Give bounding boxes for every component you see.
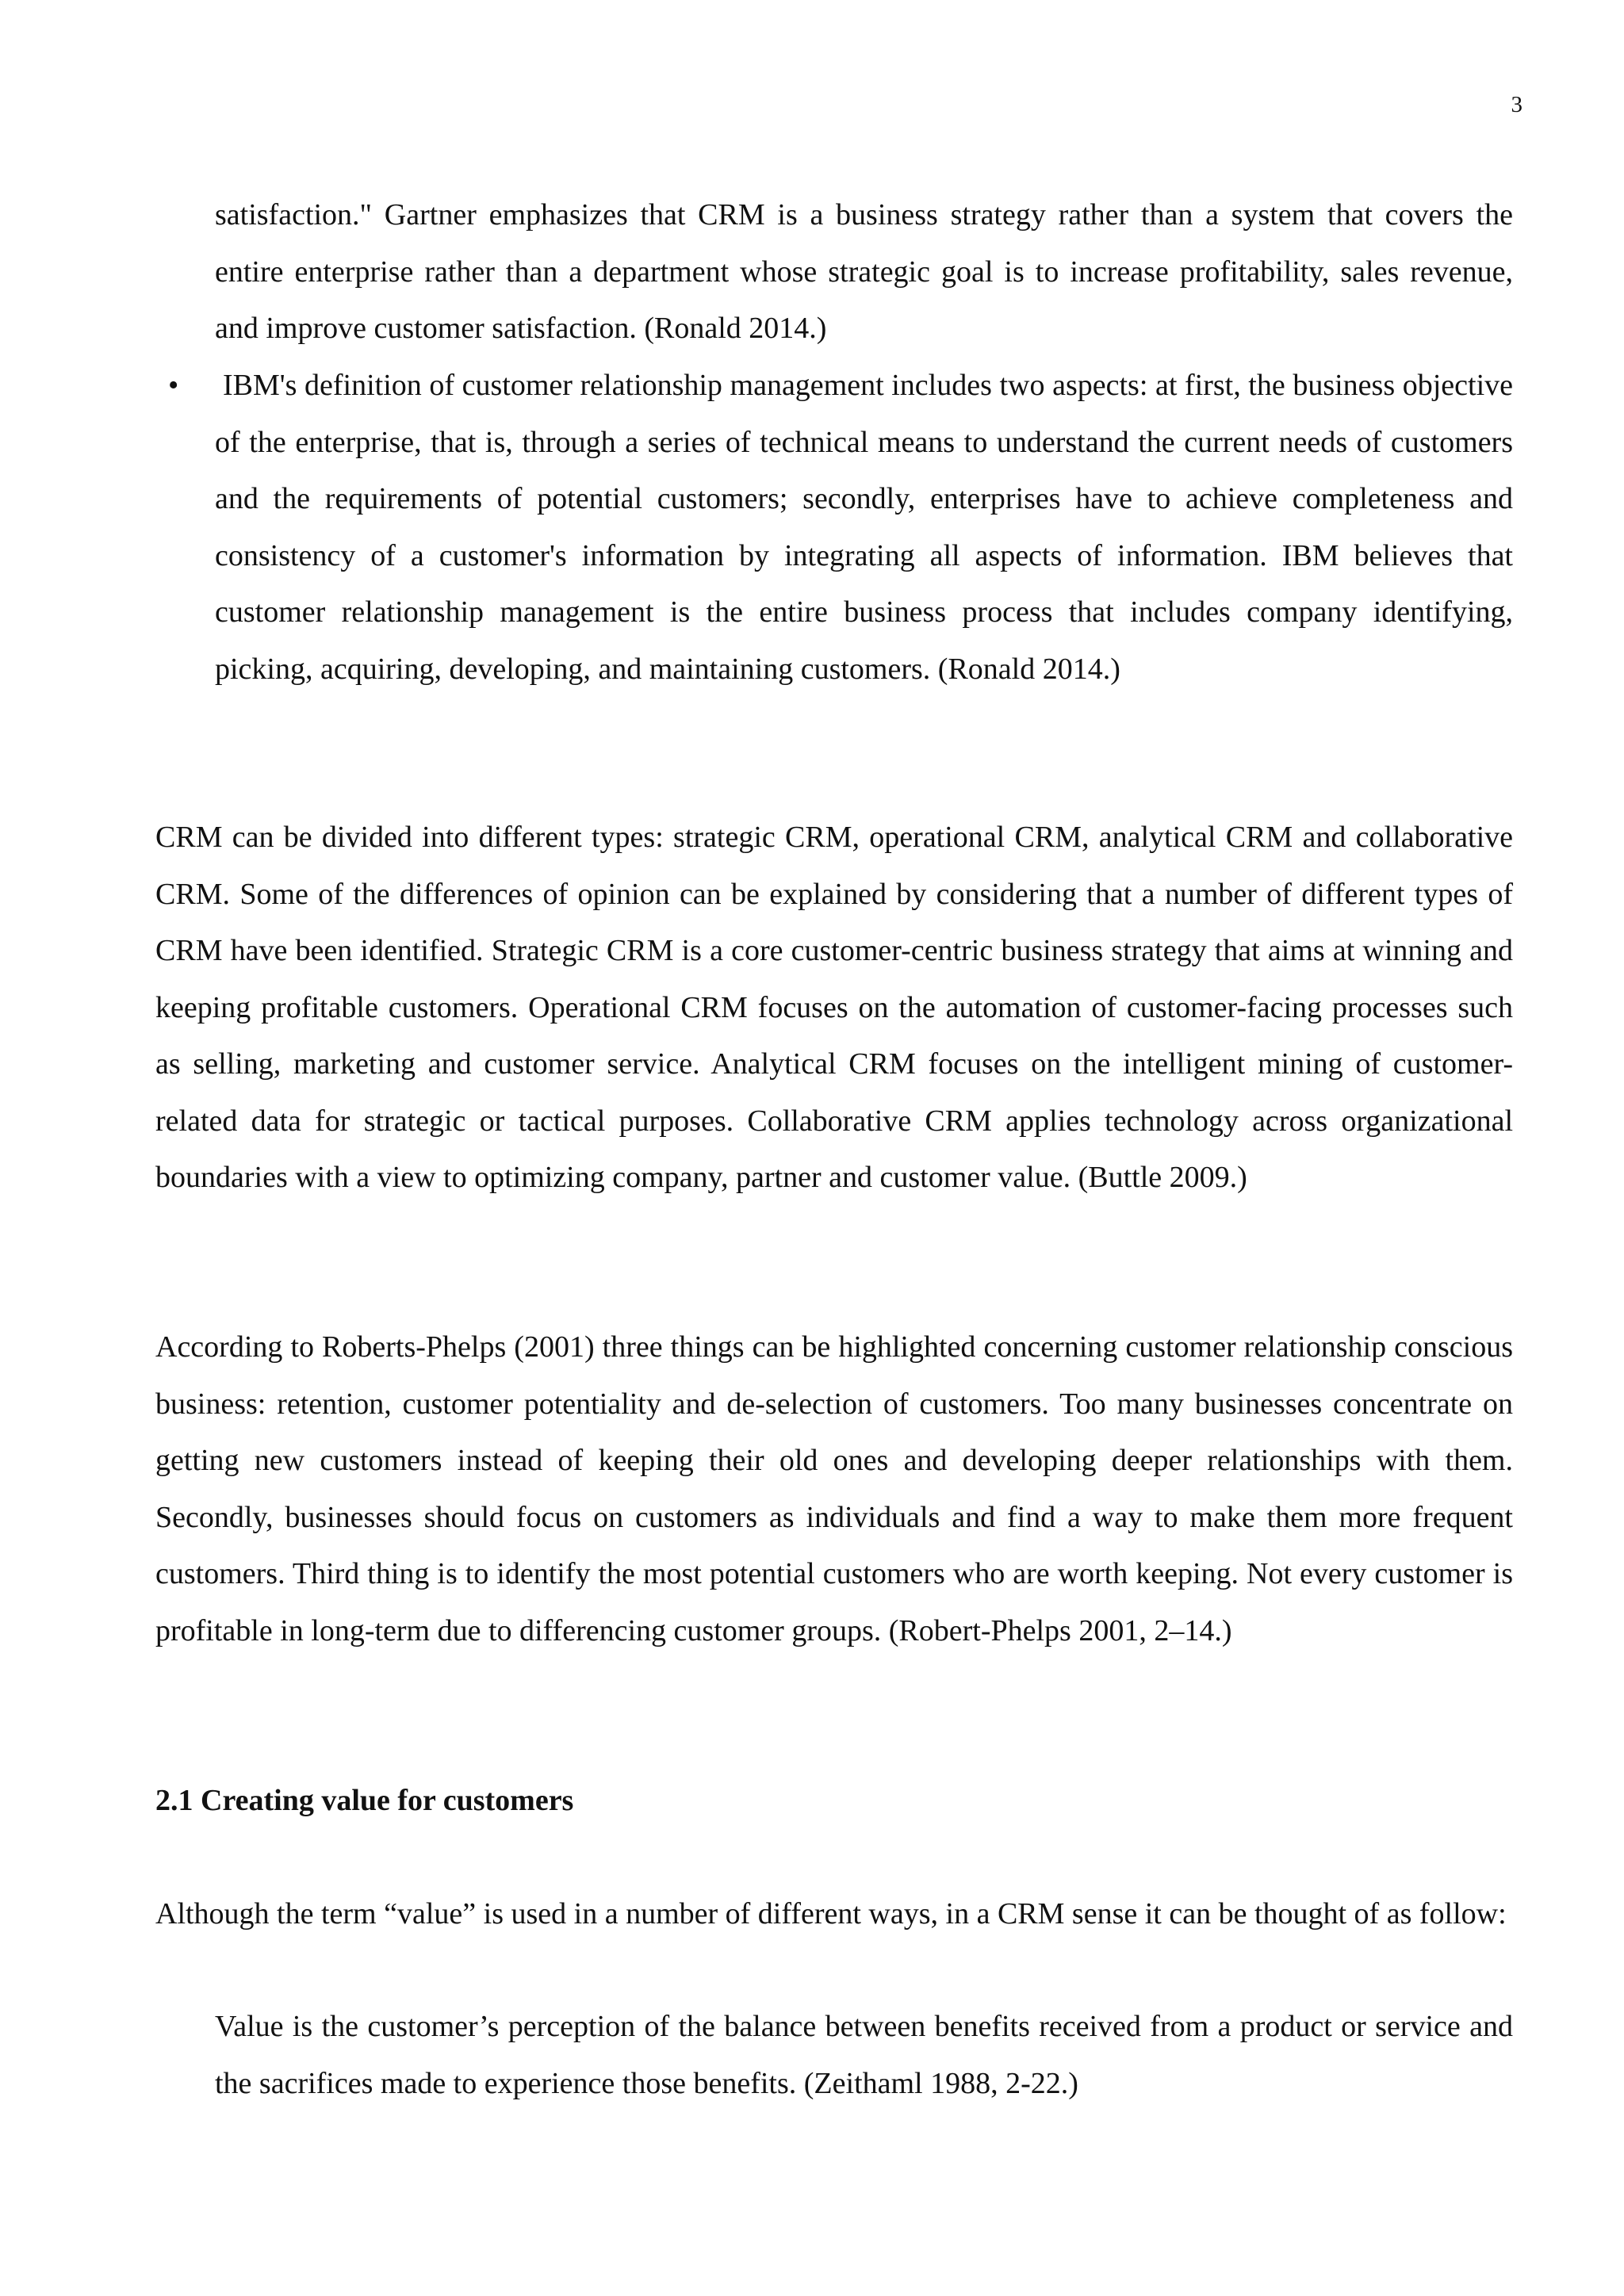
- page-number: 3: [1511, 92, 1522, 117]
- section-heading: 2.1 Creating value for customers: [155, 1784, 574, 1817]
- bullet-marker: •: [168, 369, 179, 402]
- paragraph-roberts-phelps: According to Roberts-Phelps (2001) three things can be highlighted concerning customer relationship conscious business: retention, customer potentiality and de-selection of customers. Too many businesses concentrate on getting new customers instead of keeping their old ones and developing deeper relationships with them. Secondly, businesses should focus on customers as individuals and find a way to make them more frequent customers. Third thing is to identify the most potential customers who are worth keeping. Not every customer is profitable in long-term due to differencing customer groups. (Robert-Phelps 2001, 2–14.): [155, 1330, 1513, 1647]
- block-quote-zeithaml: Value is the customer’s perception of the balance between benefits received from a product or service and the sacrifices made to experience those benefits. (Zeithaml 1988, 2-22.): [215, 2010, 1513, 2100]
- paragraph-value-term: Although the term “value” is used in a number of different ways, in a CRM sense it can be thought of as follow:: [155, 1897, 1507, 1931]
- paragraph-crm-types: CRM can be divided into different types: strategic CRM, operational CRM, analytical CRM and collaborative CRM. Some of the differences of opinion can be explained by considering that a number of different types of CRM have been identified. Strategic CRM is a core customer-centric business strategy that aims at winning and keeping profitable customers. Operational CRM focuses on the automation of customer-facing processes such as selling, marketing and customer service. Analytical CRM focuses on the intelligent mining of customer-related data for strategic or tactical purposes. Collaborative CRM applies technology across organizational boundaries with a view to optimizing company, partner and customer value. (Buttle 2009.): [155, 821, 1513, 1194]
- continuation-paragraph: satisfaction." Gartner emphasizes that CRM is a business strategy rather than a system that covers the entire enterprise rather than a department whose strategic goal is to increase profitability, sales revenue, and improve customer satisfaction. (Ronald 2014.): [215, 198, 1513, 345]
- bullet-item-ibm-definition: IBM's definition of customer relationship management includes two aspects: at first, the business objective of the enterprise, that is, through a series of technical means to understand the current needs of customers and the requirements of potential customers; secondly, enterprises have to achieve completeness and consistency of a customer's information by integrating all aspects of information. IBM believes that customer relationship management is the entire business process that includes company identifying, picking, acquiring, developing, and maintaining customers. (Ronald 2014.): [215, 369, 1513, 686]
